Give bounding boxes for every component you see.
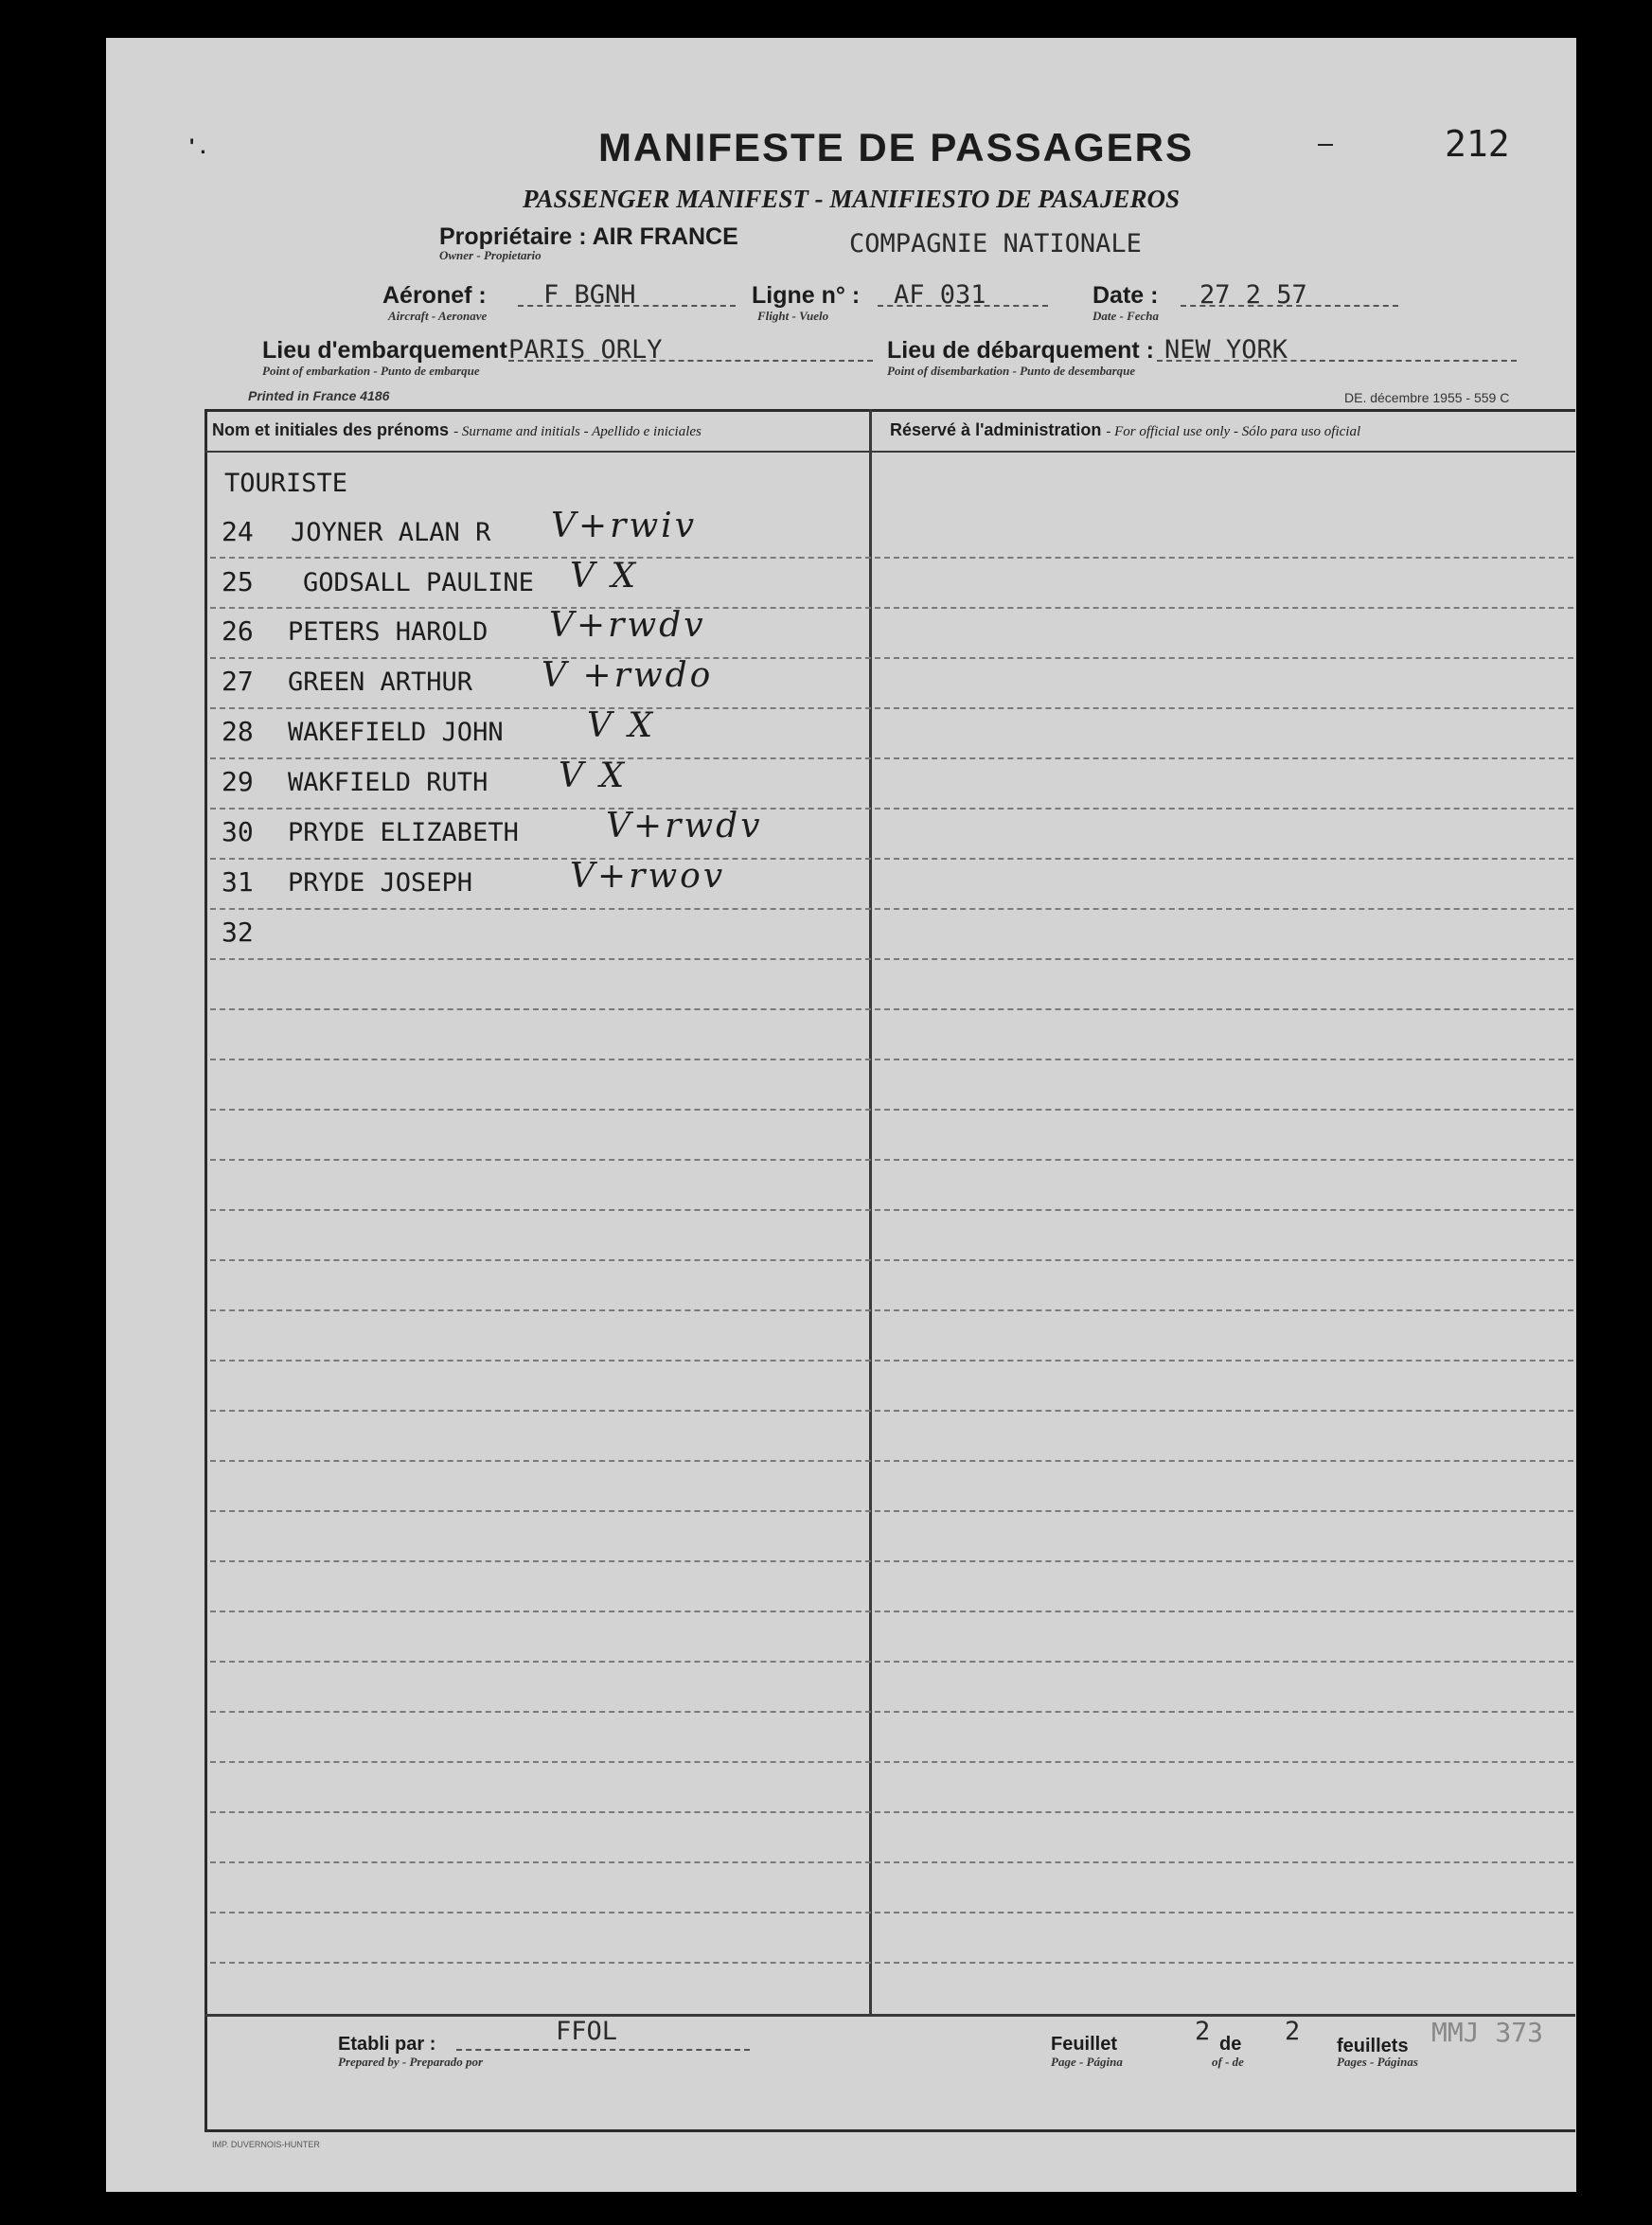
aircraft-sub-label: Aircraft - Aeronave <box>388 309 488 323</box>
flight-label: Ligne n° : <box>752 282 861 309</box>
passenger-check-mark: V+rwov <box>570 857 726 896</box>
ruled-line <box>210 1109 1573 1111</box>
disembarkation-sub-label: Point of disembarkation - Punto de desembarque <box>887 364 1136 378</box>
manifest-sheet <box>106 38 1576 2192</box>
date-dotted-line <box>1181 305 1398 307</box>
sheet-value: 2 <box>1195 2017 1211 2046</box>
ruled-line <box>210 557 1573 559</box>
passenger-check-mark: V X <box>559 756 628 795</box>
form-code: DE. décembre 1955 - 559 C <box>1344 390 1510 405</box>
passenger-number: 31 <box>222 866 254 898</box>
aircraft-label: Aéronef : <box>382 282 487 309</box>
passenger-number: 27 <box>222 666 254 697</box>
passenger-number: 25 <box>222 566 254 597</box>
ruled-line <box>210 808 1573 810</box>
ruled-line <box>210 1560 1573 1562</box>
column-header-admin-translations: - For official use only - Sólo para uso oficial <box>1106 424 1361 439</box>
ruled-line <box>210 1159 1573 1161</box>
column-header-name <box>212 420 702 440</box>
ruled-line <box>210 908 1573 910</box>
passenger-name: GREEN ARTHUR <box>288 668 473 697</box>
page-subtitle: PASSENGER MANIFEST - MANIFIESTO DE PASAJEROS <box>523 185 1180 213</box>
passenger-check-mark: V X <box>587 706 656 745</box>
ruled-line <box>210 1962 1573 1964</box>
prepared-by-sub-label: Prepared by - Preparado por <box>338 2055 484 2069</box>
ruled-line <box>210 1510 1573 1512</box>
ruled-line <box>210 1410 1573 1412</box>
owner-sub-label: Owner - Propietario <box>439 248 542 262</box>
ruled-line <box>210 607 1573 609</box>
flight-dotted-line <box>878 305 1048 307</box>
column-header-admin <box>890 420 1360 440</box>
section-label: TOURISTE <box>224 469 348 498</box>
printer-mark: IMP. DUVERNOIS-HUNTER <box>212 2140 320 2149</box>
passenger-number: 26 <box>222 615 254 647</box>
passenger-check-mark: V +rwdo <box>542 656 714 695</box>
column-header-name-label: Nom et initiales des prénoms <box>212 420 450 439</box>
ruled-line <box>210 1761 1573 1763</box>
ruled-line <box>210 858 1573 860</box>
of-sub-label: of - de <box>1212 2055 1244 2069</box>
printed-in: Printed in France 4186 <box>248 388 390 403</box>
embarkation-sub-label: Point of embarkation - Punto de embarque <box>262 364 480 378</box>
aircraft-dotted-line <box>518 305 736 307</box>
ruled-line <box>210 1811 1573 1813</box>
ruled-line <box>210 1861 1573 1863</box>
owner-value: COMPAGNIE NATIONALE <box>849 229 1142 258</box>
title-dash <box>1318 144 1333 146</box>
prepared-by-label: Etabli par : <box>338 2034 436 2055</box>
pages-label: feuillets <box>1337 2036 1409 2056</box>
column-header-name-translations: - Surname and initials - Apellido e iniciales <box>453 424 702 439</box>
ruled-line <box>210 1008 1573 1010</box>
disembarkation-value: NEW YORK <box>1164 335 1288 365</box>
ruled-line <box>210 1209 1573 1211</box>
passenger-number: 24 <box>222 516 254 547</box>
date-sub-label: Date - Fecha <box>1092 309 1160 323</box>
pages-sub-label: Pages - Páginas <box>1337 2055 1418 2069</box>
ruled-line <box>210 707 1573 709</box>
flight-sub-label: Flight - Vuelo <box>757 309 829 323</box>
passenger-check-mark: V+rwiv <box>551 507 698 545</box>
passenger-name: PRYDE JOSEPH <box>288 868 473 898</box>
of-label: de <box>1219 2034 1242 2055</box>
embarkation-value: PARIS ORLY <box>508 335 663 365</box>
ruled-line <box>210 657 1573 659</box>
disembarkation-dotted-line <box>1157 360 1517 362</box>
passenger-number: 32 <box>222 917 254 948</box>
date-label: Date : <box>1092 282 1159 309</box>
date-value: 27 2 57 <box>1199 280 1307 310</box>
sheet-sub-label: Page - Página <box>1051 2055 1123 2069</box>
passenger-name: PRYDE ELIZABETH <box>288 818 519 847</box>
column-divider <box>869 409 872 2014</box>
footer-divider <box>204 2014 1575 2017</box>
archive-stamp: MMJ 373 <box>1431 2017 1544 2048</box>
of-value: 2 <box>1285 2017 1301 2046</box>
prepared-by-value: FFOL <box>556 2017 618 2046</box>
disembarkation-label: Lieu de débarquement : <box>887 337 1154 364</box>
ruled-line <box>210 1611 1573 1612</box>
passenger-check-mark: V+rwdv <box>606 807 763 846</box>
passenger-number: 28 <box>222 716 254 747</box>
owner-label: Propriétaire : AIR FRANCE <box>439 223 738 250</box>
ruled-line <box>210 1309 1573 1311</box>
passenger-name: JOYNER ALAN R <box>291 518 491 547</box>
flight-value: AF 031 <box>894 280 986 310</box>
passenger-number: 29 <box>222 766 254 797</box>
ruled-line <box>210 757 1573 759</box>
header-divider <box>204 451 1575 453</box>
embarkation-label: Lieu d'embarquement <box>262 337 507 364</box>
page-title: MANIFESTE DE PASSAGERS <box>598 125 1194 169</box>
ruled-line <box>210 1460 1573 1462</box>
passenger-name: PETERS HAROLD <box>288 617 488 647</box>
aircraft-value: F BGNH <box>543 280 636 310</box>
ruled-line <box>210 1711 1573 1713</box>
sheet-label: Feuillet <box>1051 2034 1118 2055</box>
passenger-number: 30 <box>222 816 254 847</box>
column-header-admin-label: Réservé à l'administration <box>890 420 1102 439</box>
passenger-check-mark: V X <box>570 557 639 596</box>
passenger-name: GODSALL PAULINE <box>303 568 534 597</box>
margin-marks: ' . <box>189 134 206 158</box>
passenger-check-mark: V+rwdv <box>549 606 706 645</box>
ruled-line <box>210 958 1573 960</box>
passenger-name: WAKFIELD RUTH <box>288 768 488 797</box>
ruled-line <box>210 1912 1573 1914</box>
ruled-line <box>210 1360 1573 1362</box>
prepared-by-dotted-line <box>456 2049 750 2051</box>
embarkation-dotted-line <box>508 360 873 362</box>
ruled-line <box>210 1259 1573 1261</box>
passenger-name: WAKEFIELD JOHN <box>288 718 504 747</box>
ruled-line <box>210 1059 1573 1060</box>
ruled-line <box>210 1661 1573 1663</box>
page-number: 212 <box>1445 123 1510 165</box>
